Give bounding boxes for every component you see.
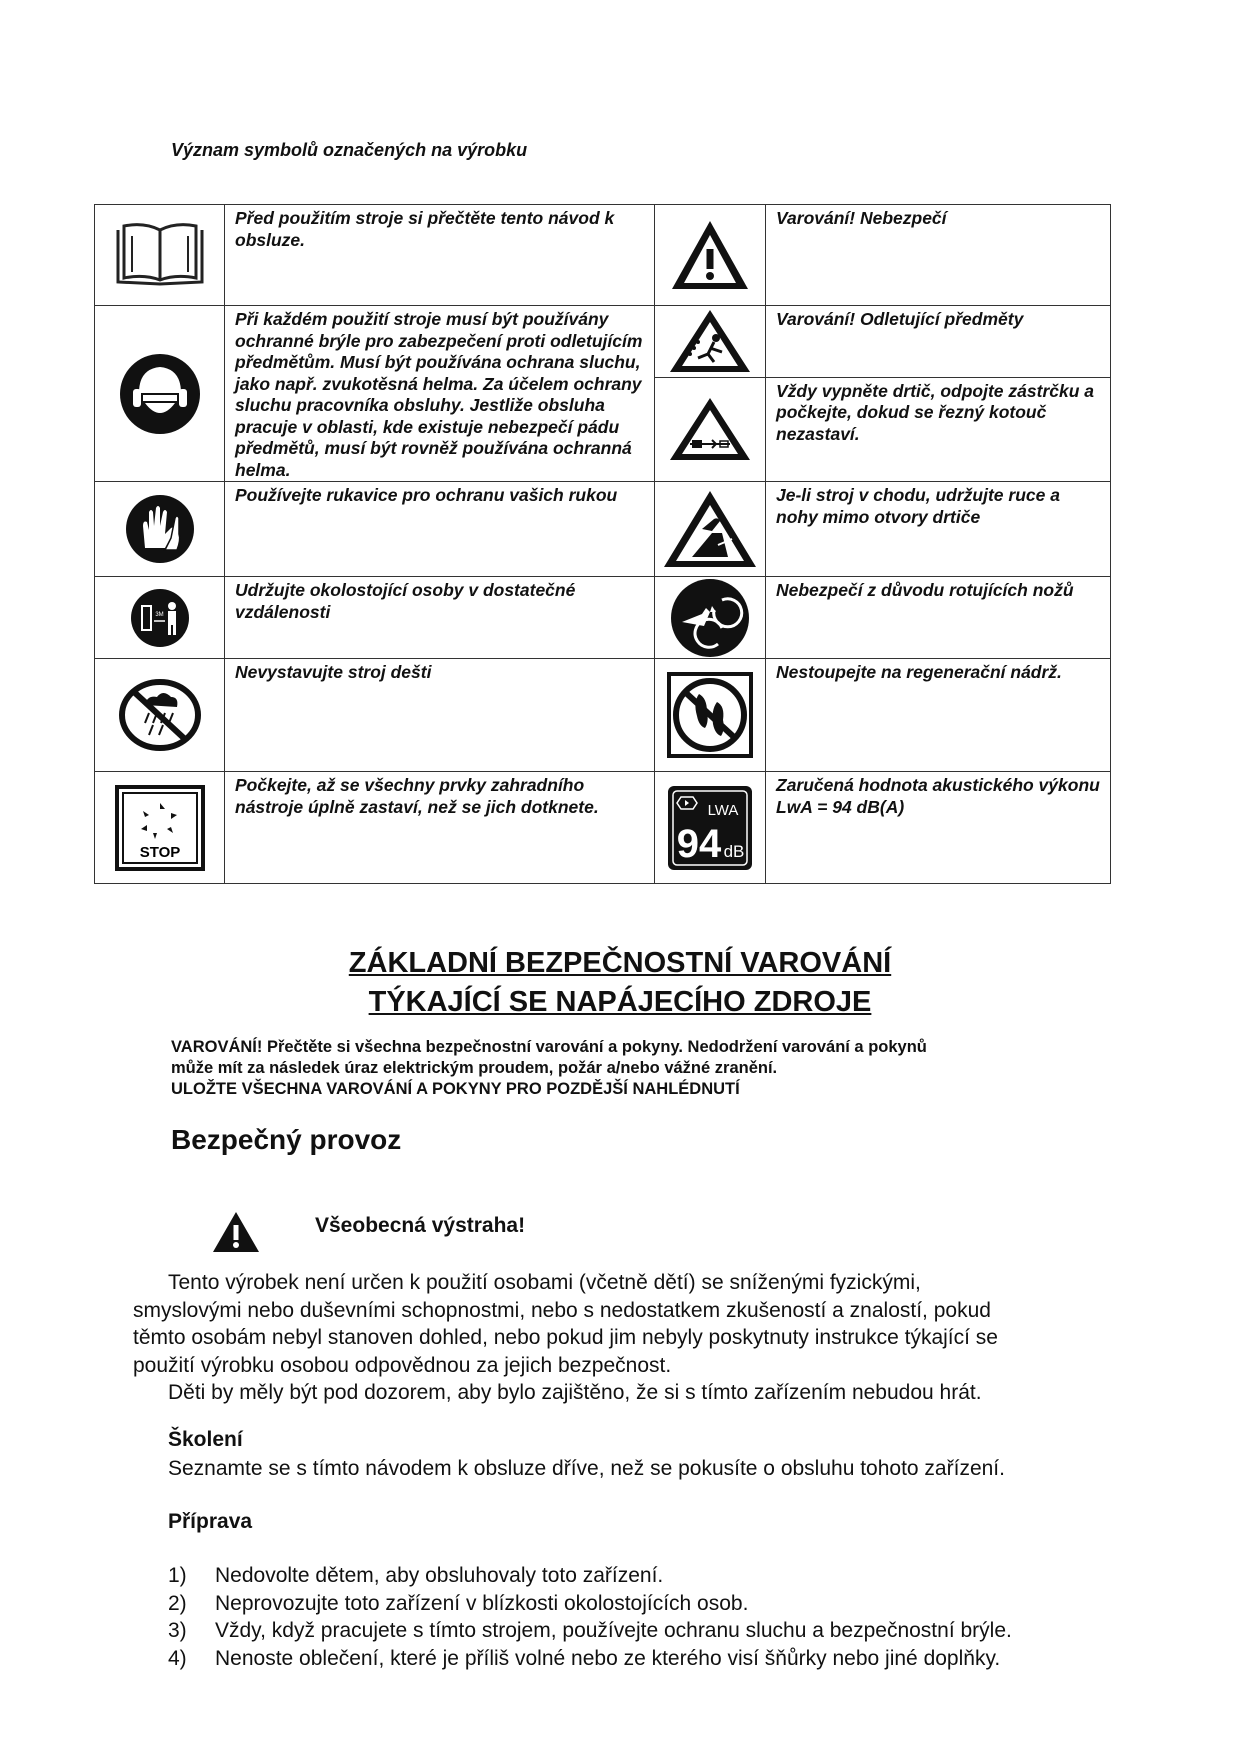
flying-objects-warning-icon [668,308,752,374]
paragraph-line: použití výrobku osobou odpovědnou za jejich bezpečnost. [133,1353,672,1377]
list-number: 3) [168,1619,187,1642]
symbol-cell [95,306,225,482]
symbol-description: Nestoupejte na regenerační nádrž. [766,659,1111,772]
list-text: Nenoste oblečení, které je příliš volné nebo ze kterého visí šňůrky nebo jiné doplňky. [215,1646,1001,1670]
symbol-description: Před použitím stroje si přečtěte tento návod k obsluze. [225,205,655,306]
no-stepping-icon [667,672,753,758]
hands-feet-away-warning-icon [662,489,758,569]
symbol-cell [95,482,225,577]
general-warning-title: Všeobecná výstraha! [315,1214,526,1237]
symbol-cell [95,205,225,306]
stop-label: STOP [139,843,180,861]
unplug-warning-icon [668,396,752,462]
symbols-caption: Význam symbolů označených na výrobku [171,140,528,160]
helmet-goggles-ear-protection-icon [119,353,201,435]
section-heading [0,944,1240,1022]
paragraph-line: smyslovými nebo duševními schopnostmi, nebo s nedostatkem zkušeností a znalostí, pokud [133,1298,991,1322]
symbol-cell [95,659,225,772]
training-text: Seznamte se s tímto návodem k obsluze dříve, než se pokusíte o obsluhu tohoto zařízení. [168,1457,1005,1480]
list-item [168,1590,1012,1618]
list-text: Neprovozujte toto zařízení v blízkosti okolostojících osob. [215,1591,749,1615]
rotating-blades-icon [670,578,750,658]
paragraph-line: těmto osobám nebyl stanoven dohled, nebo pokud jim nebyly poskytnuty instrukce týkající se [133,1326,998,1349]
symbol-description: Nebezpečí z důvodu rotujících nožů [766,577,1111,659]
heading-line-1: ZÁKLADNÍ BEZPEČNOSTNÍ VAROVÁNÍ [348,947,892,979]
preparation-list [168,1562,1012,1672]
warning-line-1: VAROVÁNÍ! Přečtěte si všechna bezpečnostní varování a pokyny. Nedodržení varování a pokynů [171,1038,927,1056]
symbol-cell [655,772,766,884]
distance-label: 3M [154,611,164,618]
symbol-description: Počkejte, až se všechny prvky zahradního nástroje úplně zastaví, než se jich dotknete. [225,772,655,884]
db-value: 94 [676,821,722,866]
symbols-table [94,204,1111,884]
symbol-cell [655,482,766,577]
symbol-cell [655,306,766,378]
section-title: Bezpečný provoz [171,1124,402,1155]
list-number: 4) [168,1646,187,1670]
warning-triangle-icon [668,217,752,293]
paragraph-2: Děti by měly být pod dozorem, aby bylo zajištěno, že si s tímto zařízením nebudou hrát. [168,1381,982,1404]
lwa-label: LWA [707,801,739,819]
symbol-description: Používejte rukavice pro ochranu vašich rukou [225,482,655,577]
list-text: Vždy, když pracujete s tímto strojem, používejte ochranu sluchu a bezpečnostní brýle. [215,1619,1012,1642]
symbol-description: Zaručená hodnota akustického výkonu LwA = 94 dB(A) [766,772,1111,884]
symbol-cell [95,772,225,884]
warning-line-2: může mít za následek úraz elektrickým proudem, požár a/nebo vážné zranění. [171,1059,778,1077]
stop-wait-icon [115,785,205,871]
no-rain-icon [119,679,201,751]
paragraph-line: Tento výrobek není určen k použití osobami (včetně dětí) se sníženými fyzickými, [168,1271,921,1294]
list-item [168,1617,1012,1645]
list-item [168,1562,1012,1590]
symbol-cell [655,205,766,306]
symbol-description: Je-li stroj v chodu, udržujte ruce a nohy mimo otvory drtiče [766,482,1111,577]
symbol-description: Udržujte okolostojící osoby v dostatečné vzdálenosti [225,577,655,659]
warning-triangle-icon [211,1210,261,1254]
paragraph-1 [133,1269,1093,1407]
list-text: Nedovolte dětem, aby obsluhovaly toto zařízení. [215,1564,664,1587]
sound-power-level-icon [667,785,753,871]
gloves-icon [125,494,195,564]
symbol-description: Vždy vypněte drtič, odpojte zástrčku a počkejte, dokud se řezný kotouč nezastaví. [766,377,1111,481]
list-number: 2) [168,1591,187,1615]
book-icon [114,222,206,288]
preparation-title: Příprava [168,1510,253,1533]
symbol-cell [655,377,766,481]
heading-line-2: TÝKAJÍCÍ SE NAPÁJECÍHO ZDROJE [368,986,872,1018]
symbol-cell [655,577,766,659]
training-title: Školení [168,1428,243,1451]
warning-line-3: ULOŽTE VŠECHNA VAROVÁNÍ A POKYNY PRO POZDĚJŠÍ NAHLÉDNUTÍ [171,1080,740,1098]
db-unit: dB [723,841,745,861]
keep-distance-icon [130,588,190,648]
list-item [168,1645,1012,1673]
symbol-description: Varování! Nebezpečí [766,205,1111,306]
symbol-cell [95,577,225,659]
symbol-description: Varování! Odletující předměty [766,306,1111,378]
symbol-cell [655,659,766,772]
symbol-description: Při každém použití stroje musí být používány ochranné brýle pro zabezpečení proti odletujícím předmětům. Musí být používána ochrana sluchu, jako např. zvukotěsná helma. Za účelem ochrany sluchu pracovníka obsluhy. Jestliže obsluha pracuje v oblasti, kde existuje nebezpečí pádu předmětů, musí být rovněž používána ochranná helma. [225,306,655,482]
warning-notice [171,1037,1091,1100]
symbol-description: Nevystavujte stroj dešti [225,659,655,772]
list-number: 1) [168,1564,187,1587]
